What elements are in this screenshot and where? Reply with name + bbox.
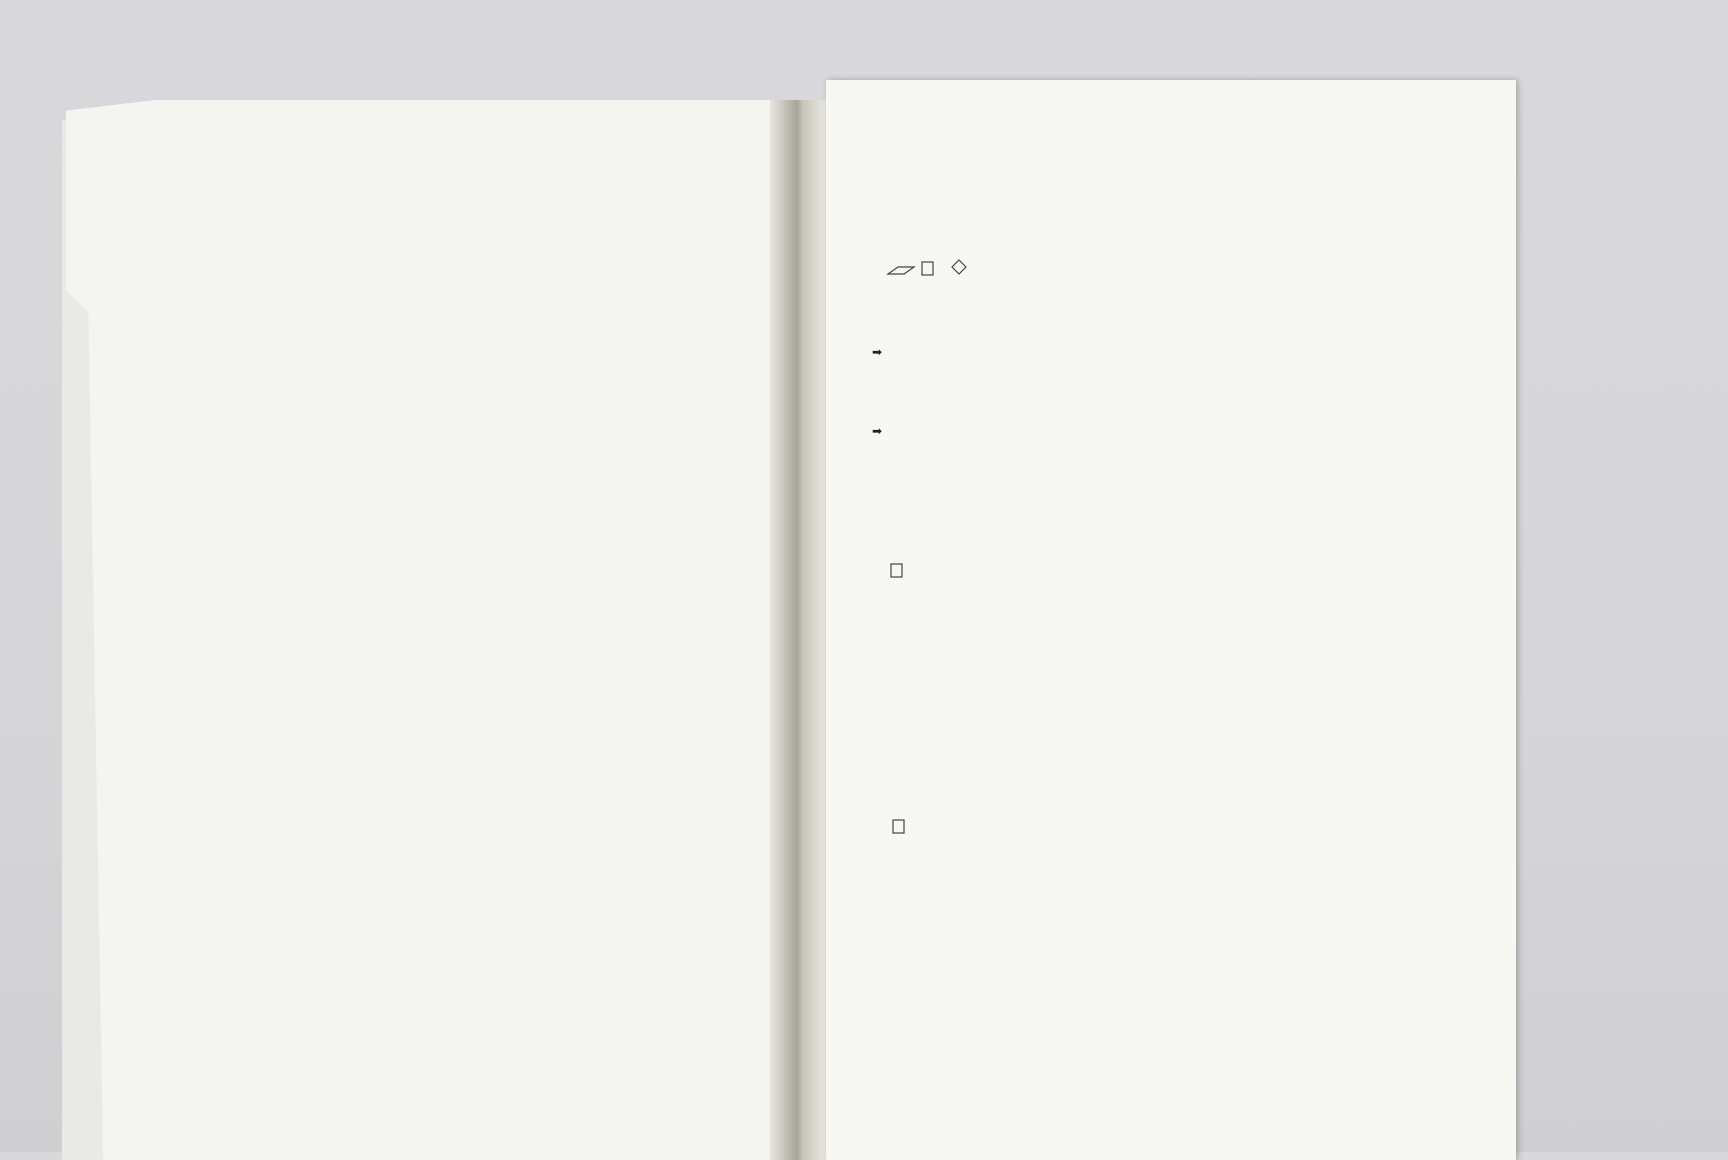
left-page: [66, 100, 810, 1160]
sheet-icon: [922, 262, 933, 275]
arrow-icon: ➡: [872, 424, 883, 438]
sheet-icon: [889, 562, 905, 580]
arrow-icon: ➡: [872, 345, 883, 359]
binding-spine: [770, 100, 830, 1160]
paper-icons: [886, 258, 946, 284]
right-page: [826, 80, 1516, 1160]
sheet-icon: [891, 818, 907, 836]
ream-icon: [888, 267, 914, 274]
recycle-icon: [950, 258, 968, 276]
